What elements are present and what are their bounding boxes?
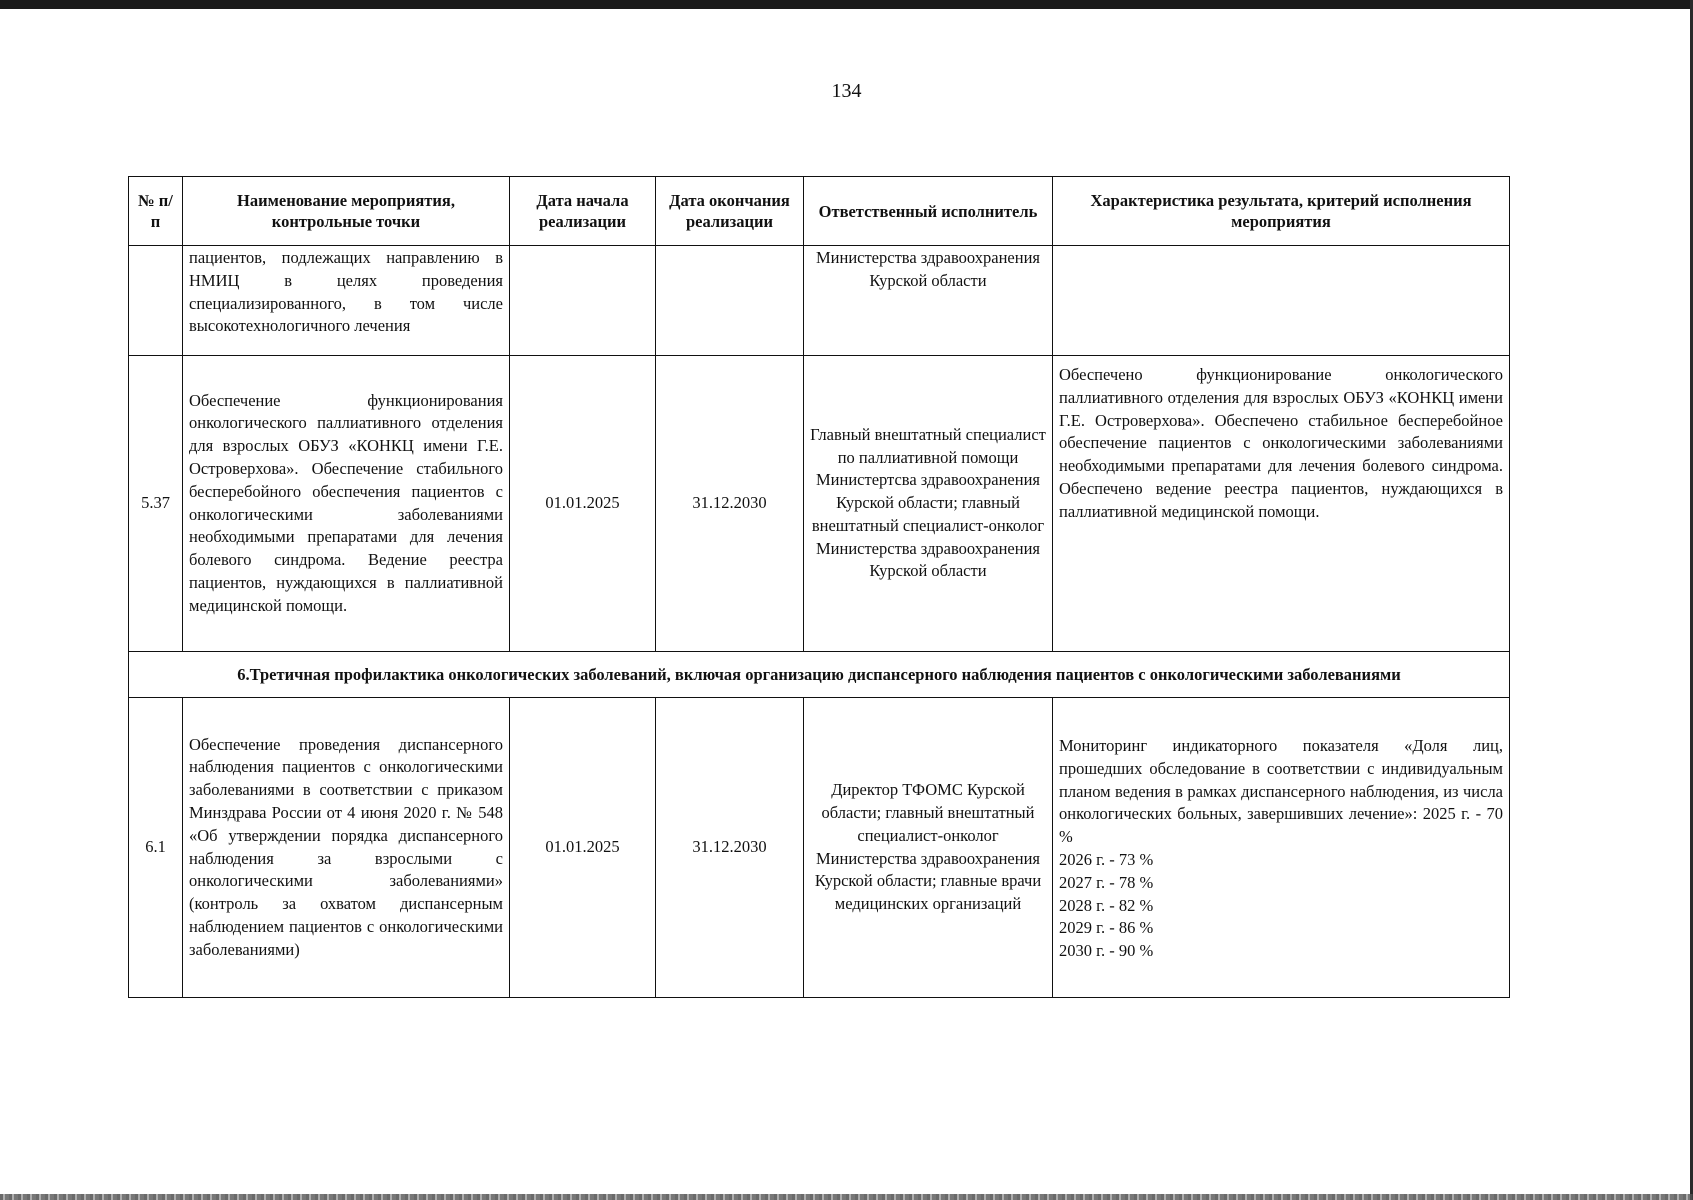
row-responsible: Директор ТФОМС Курской области; главный внештатный специалист-онколог Министерства здравоохранения Курской области; главные врачи медицинских организаций	[804, 698, 1053, 998]
table-row	[129, 698, 1510, 998]
table-row	[129, 356, 1510, 652]
row-responsible: Главный внештатный специалист по паллиативной помощи Министертсва здравоохранения Курской области; главный внештатный специалист-онколог Министерства здравоохранения Курской области	[804, 356, 1053, 652]
header-result: Характеристика результата, критерий исполнения мероприятия	[1053, 177, 1510, 246]
header-end-date: Дата окончания реализации	[656, 177, 804, 246]
result-intro: Мониторинг индикаторного показателя «Доля лиц, прошедших обследование в соответствии с индивидуальным планом ведения в рамках диспансерного наблюдения, из числа онкологических больных, завершивших лечение»: 2025 г. - 70 %	[1059, 736, 1503, 847]
section-header-row	[129, 652, 1510, 698]
row-result	[1053, 246, 1510, 356]
scan-border-bottom	[0, 1194, 1693, 1200]
header-name: Наименование мероприятия, контрольные точки	[183, 177, 510, 246]
result-year-item: 2027 г. - 78 %	[1059, 872, 1154, 892]
result-years-list	[1059, 849, 1503, 963]
row-name: Обеспечение проведения диспансерного наблюдения пациентов с онкологическими заболеваниями в соответствии с приказом Минздрава России от 4 июня 2020 г. № 548 «Об утверждении порядка диспансерного наблюдения за взрослыми с онкологическими заболеваниями» (контроль за охватом диспансерным наблюдением пациентов с онкологическими заболеваниями)	[183, 698, 510, 998]
row-name: пациентов, подлежащих направлению в НМИЦ в целях проведения специализированного, в том числе высокотехнологичного лечения	[183, 246, 510, 356]
row-num	[129, 246, 183, 356]
table-header-row	[129, 177, 1510, 246]
row-start-date: 01.01.2025	[510, 356, 656, 652]
header-responsible: Ответственный исполнитель	[804, 177, 1053, 246]
row-end-date: 31.12.2030	[656, 698, 804, 998]
result-year-item: 2028 г. - 82 %	[1059, 895, 1154, 915]
row-responsible: Министерства здравоохранения Курской области	[804, 246, 1053, 356]
section-title: 6.Третичная профилактика онкологических заболеваний, включая организацию диспансерного наблюдения пациентов с онкологическими заболеваниями	[129, 652, 1510, 698]
row-start-date: 01.01.2025	[510, 698, 656, 998]
header-start-date: Дата начала реализации	[510, 177, 656, 246]
row-start-date	[510, 246, 656, 356]
page-number: 134	[831, 80, 862, 102]
result-year-item: 2029 г. - 86 %	[1059, 918, 1154, 938]
row-num: 5.37	[129, 356, 183, 652]
result-year-item: 2030 г. - 90 %	[1059, 941, 1154, 961]
table-row	[129, 246, 1510, 356]
scan-border-top	[0, 0, 1693, 9]
row-name: Обеспечение функционирования онкологического паллиативного отделения для взрослых ОБУЗ «КОНКЦ имени Г.Е. Островерхова». Обеспечение стабильного бесперебойного обеспечения пациентов с онкологическими заболеваниями необходимыми препаратами для лечения болевого синдрома. Ведение реестра пациентов, нуждающихся в паллиативной медицинской помощи.	[183, 356, 510, 652]
row-end-date: 31.12.2030	[656, 356, 804, 652]
row-result: Обеспечено функционирование онкологического паллиативного отделения для взрослых ОБУЗ «КОНКЦ имени Г.Е. Островерхова». Обеспечено стабильное бесперебойное обеспечение пациентов с онкологическими заболеваниями необходимыми препаратами для лечения болевого синдрома. Обеспечено ведение реестра пациентов, нуждающихся в паллиативной медицинской помощи.	[1053, 356, 1510, 652]
result-year-item: 2026 г. - 73 %	[1059, 850, 1154, 869]
row-result	[1053, 698, 1510, 998]
header-num: № п/п	[129, 177, 183, 246]
row-num: 6.1	[129, 698, 183, 998]
row-end-date	[656, 246, 804, 356]
activities-table	[128, 176, 1510, 998]
